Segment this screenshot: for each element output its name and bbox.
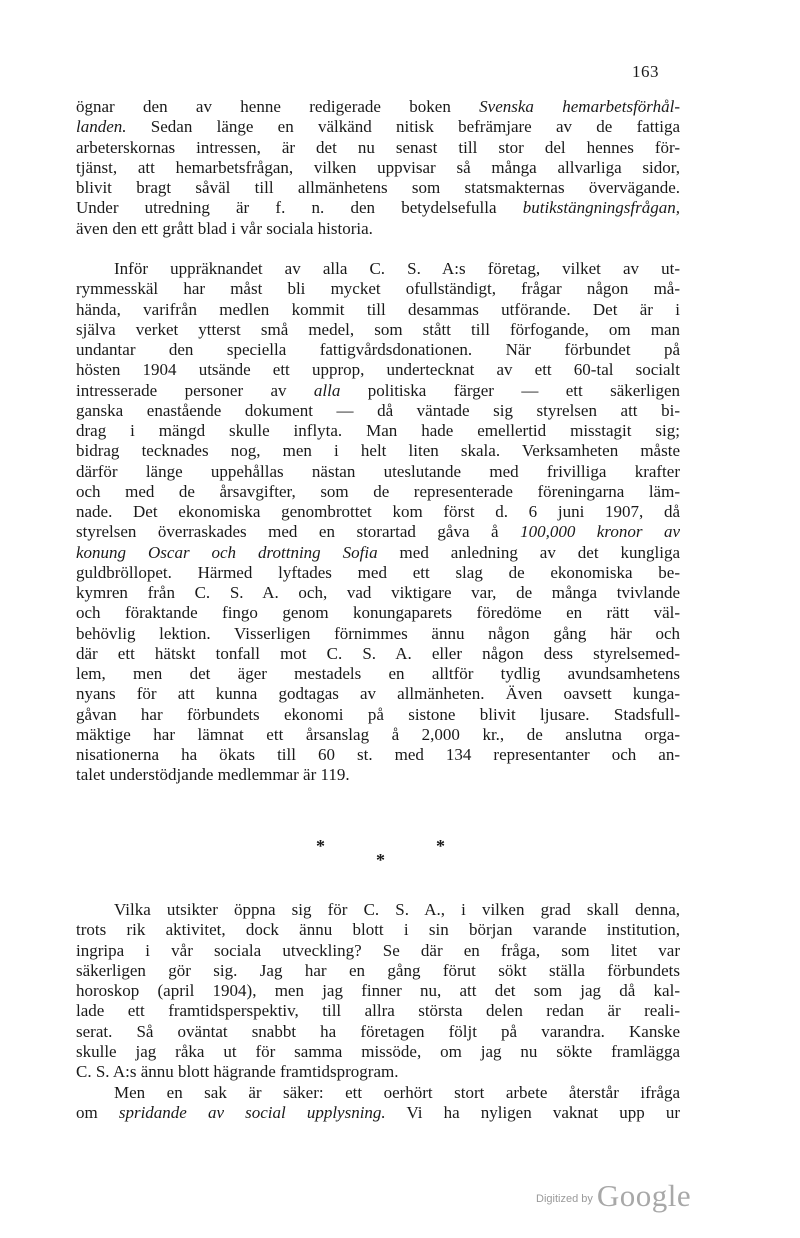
text-line bbox=[76, 482, 680, 502]
asterisk-2: * bbox=[376, 850, 385, 870]
text-run: lem, men det äger mestadels en alltför tydlig avundsamhetens bbox=[76, 664, 680, 683]
text-line bbox=[76, 1083, 680, 1103]
text-run: hösten 1904 utsände ett upprop, undertecknat av ett 60-tal socialt bbox=[76, 360, 680, 380]
text-run: Men en sak är säker: ett oerhört stort arbete återstår ifråga bbox=[114, 1083, 680, 1102]
text-line bbox=[76, 117, 680, 137]
text-line bbox=[76, 563, 680, 583]
text-run: nyans för att kunna godtagas av allmänheten. Även oavsett kunga- bbox=[76, 684, 680, 704]
text-line bbox=[76, 522, 680, 542]
text-line bbox=[76, 765, 680, 785]
text-run: nisationerna ha ökats till 60 st. med 134 representanter och an- bbox=[76, 745, 680, 764]
italic-phrase: spridande av social upplysning. bbox=[118, 1103, 386, 1123]
text-line bbox=[76, 1062, 680, 1082]
text-line bbox=[76, 502, 680, 522]
text-run: drag i mängd skulle inflyta. Man hade emellertid misstagit sig; bbox=[76, 421, 680, 440]
text-line bbox=[76, 583, 680, 603]
text-run: hända, varifrån medlen kommit till desammas utförande. Det är i bbox=[76, 299, 680, 319]
section-separator-asterism bbox=[300, 836, 460, 876]
digitized-by-label: Digitized by bbox=[536, 1193, 593, 1205]
text-line bbox=[76, 684, 680, 704]
google-logo: Google bbox=[596, 1178, 692, 1213]
italic-phrase: Svenska hemarbetsförhål- bbox=[479, 97, 680, 116]
text-run: där ett hätskt tonfall mot C. S. A. eller någon dess styrelsemed- bbox=[76, 643, 680, 663]
text-run: Sedan länge en välkänd nitisk befrämjare av de fattiga bbox=[126, 117, 680, 137]
text-run: arbeterskornas intressen, är det nu senast till stor del hennes för- bbox=[76, 137, 680, 157]
text-line bbox=[76, 340, 680, 360]
text-run: bidrag tecknades nog, men i helt liten skala. Verksamheten måste bbox=[76, 441, 680, 461]
paragraph-1 bbox=[76, 97, 680, 239]
text-run: om bbox=[76, 1103, 119, 1123]
text-run: politiska färger — ett säkerligen bbox=[340, 380, 680, 400]
text-run: Vi ha nyligen vaknat upp ur bbox=[385, 1103, 680, 1123]
text-line bbox=[76, 664, 680, 684]
text-run: blivit bragt såväl till allmänhetens som statsmakternas övervägande. bbox=[76, 178, 680, 197]
text-line bbox=[76, 1001, 680, 1021]
text-line bbox=[76, 725, 680, 745]
text-run: behövlig lektion. Visserligen förnimmes ännu någon gång här och bbox=[76, 623, 680, 643]
text-line bbox=[76, 198, 680, 218]
text-line bbox=[76, 178, 680, 198]
text-run: själva verket ytterst små medel, som stått till förfogande, om man bbox=[76, 319, 680, 339]
text-line bbox=[76, 941, 680, 961]
italic-phrase: alla bbox=[313, 380, 341, 400]
asterisk-3: * bbox=[436, 836, 445, 856]
text-line bbox=[76, 279, 680, 299]
text-line bbox=[76, 381, 680, 401]
asterisk-1: * bbox=[316, 836, 325, 856]
text-run: kymren från C. S. A. och, vad viktigare var, de många tvivlande bbox=[76, 583, 680, 602]
text-run: säkerligen gör sig. Jag har en gång förut sökt ställa förbundets bbox=[76, 960, 680, 980]
text-line bbox=[76, 158, 680, 178]
text-line bbox=[76, 705, 680, 725]
text-run: trots rik aktivitet, dock ännu blott i sin början varande institution, bbox=[76, 920, 680, 940]
text-run: C. S. A:s ännu blott hägrande framtidsprogram. bbox=[76, 1062, 399, 1081]
text-run: Inför uppräknandet av alla C. S. A:s företag, vilket av ut- bbox=[114, 259, 680, 278]
paragraph-3 bbox=[76, 900, 680, 1082]
text-line bbox=[76, 920, 680, 940]
text-line bbox=[76, 360, 680, 380]
text-run: lade ett framtidsperspektiv, till allra största delen redan är reali- bbox=[76, 1001, 680, 1021]
text-run: rymmesskäl har måst bli mycket ofullständigt, frågar någon må- bbox=[76, 279, 680, 299]
italic-phrase: butikstängningsfrågan, bbox=[522, 198, 680, 218]
text-line bbox=[76, 401, 680, 421]
text-line bbox=[76, 97, 680, 117]
text-run: skulle jag råka ut för samma missöde, om jag nu sökte framlägga bbox=[76, 1041, 680, 1061]
text-line bbox=[76, 441, 680, 461]
page-number: 163 bbox=[632, 62, 659, 81]
italic-phrase: konung Oscar och drottning Sofia bbox=[76, 542, 378, 562]
text-run: serat. Så oväntat snabbt ha företagen följt på varandra. Kanske bbox=[76, 1021, 680, 1041]
text-line bbox=[76, 603, 680, 623]
text-line bbox=[76, 745, 680, 765]
text-run: med anledning av det kungliga bbox=[377, 542, 680, 562]
text-run: mäktige har lämnat ett årsanslag å 2,000 kr., de anslutna orga- bbox=[76, 724, 680, 744]
text-run: horoskop (april 1904), men jag finner nu, att det som jag då kal- bbox=[76, 981, 680, 1000]
text-run: Under utredning är f. n. den betydelsefulla bbox=[76, 198, 523, 218]
text-line bbox=[76, 300, 680, 320]
text-line bbox=[76, 421, 680, 441]
text-run: intresserade personer av bbox=[76, 380, 314, 400]
text-run: tjänst, att hemarbetsfrågan, vilken uppvisar så många allvarliga sidor, bbox=[76, 157, 680, 177]
paragraph-4 bbox=[76, 1083, 680, 1124]
text-run: talet understödjande medlemmar är 119. bbox=[76, 765, 350, 785]
text-run: nade. Det ekonomiska genombrottet kom först d. 6 juni 1907, då bbox=[76, 502, 680, 521]
italic-phrase: landen. bbox=[76, 117, 127, 137]
text-run: och föraktande fingo genom konungaparets föredöme en rätt väl- bbox=[76, 603, 680, 623]
text-line bbox=[76, 1022, 680, 1042]
paragraph-2 bbox=[76, 259, 680, 786]
text-run: undantar den speciella fattigvårdsdonationen. När förbundet på bbox=[76, 340, 680, 359]
text-line bbox=[76, 138, 680, 158]
text-run: därför länge uppehållas nästan uteslutande med frivilliga krafter bbox=[76, 461, 680, 481]
text-run: ingripa i vår sociala utveckling? Se där en fråga, som litet var bbox=[76, 940, 680, 960]
text-line bbox=[76, 981, 680, 1001]
text-run: gåvan har förbundets ekonomi på sistone blivit ljusare. Stadsfull- bbox=[76, 704, 680, 724]
text-run: även den ett grått blad i vår sociala historia. bbox=[76, 218, 373, 238]
text-run: ganska enastående dokument — då väntade sig styrelsen att bi- bbox=[76, 400, 680, 420]
text-run: Vilka utsikter öppna sig för C. S. A., i vilken grad skall denna, bbox=[114, 900, 680, 919]
text-line bbox=[76, 219, 680, 239]
digitized-by-google-watermark bbox=[536, 1178, 691, 1214]
italic-phrase: 100,000 kronor av bbox=[520, 522, 680, 542]
text-run: guldbröllopet. Härmed lyftades med ett slag de ekonomiska be- bbox=[76, 562, 680, 582]
text-run: styrelsen överraskades med en storartad gåva å bbox=[76, 522, 521, 542]
text-line bbox=[76, 624, 680, 644]
text-line bbox=[76, 1042, 680, 1062]
text-line bbox=[76, 644, 680, 664]
text-line bbox=[76, 961, 680, 981]
text-line bbox=[76, 462, 680, 482]
text-line bbox=[76, 1103, 680, 1123]
text-run: ögnar den av henne redigerade boken bbox=[76, 97, 480, 116]
text-run: och med de årsavgifter, som de representerade föreningarna läm- bbox=[76, 481, 680, 501]
text-line bbox=[76, 543, 680, 563]
text-line bbox=[76, 320, 680, 340]
text-line bbox=[76, 900, 680, 920]
text-line bbox=[76, 259, 680, 279]
